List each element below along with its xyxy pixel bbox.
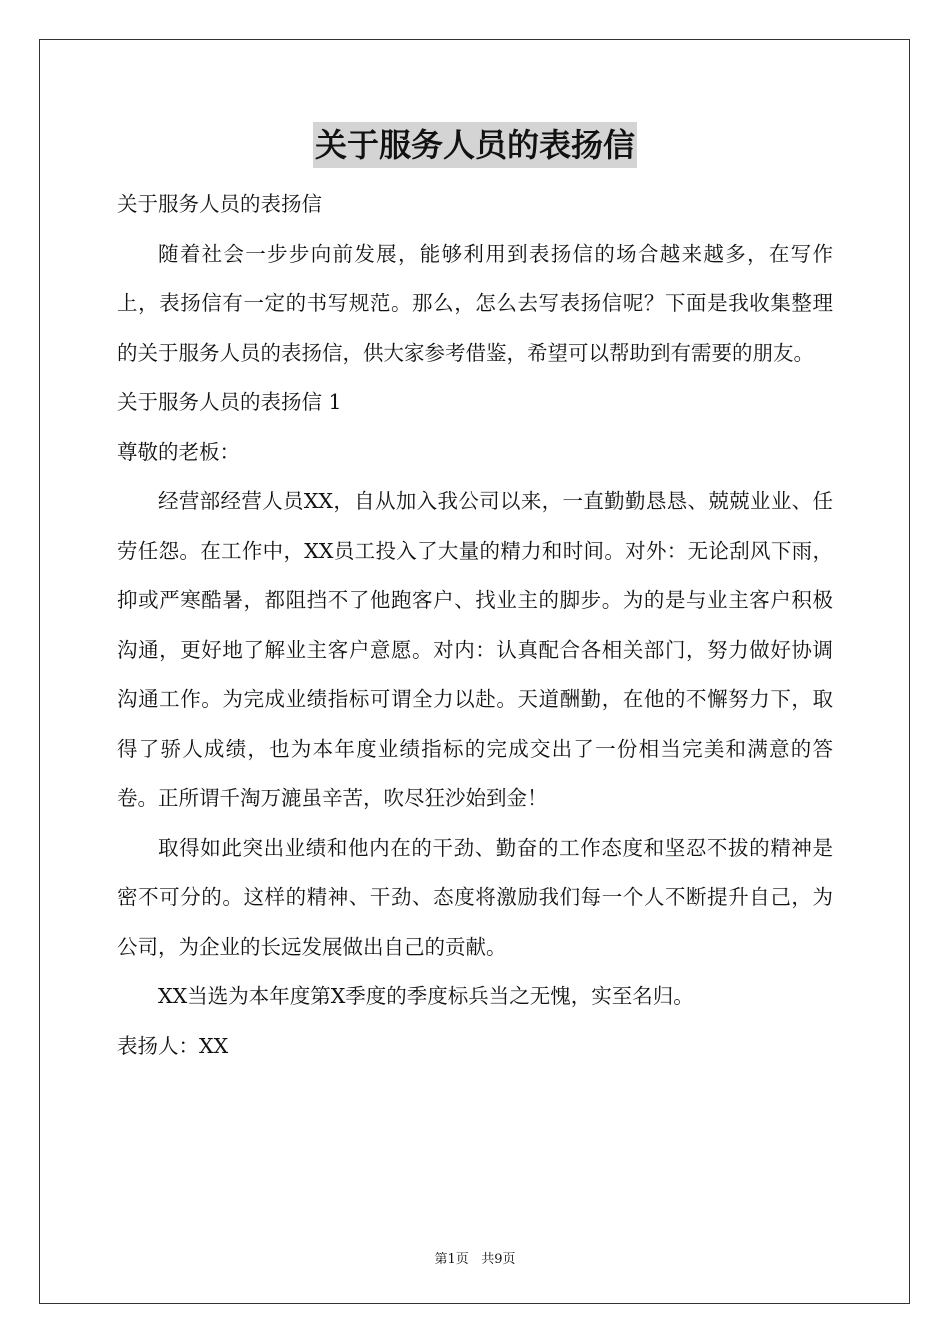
title-wrap (117, 122, 833, 172)
body-paragraph-1: 经营部经营人员XX，自从加入我公司以来，一直勤勤恳恳、兢兢业业、任劳任怨。在工作中，XX员工投入了大量的精力和时间。对外：无论刮风下雨，抑或严寒酷暑，都阻挡不了他跑客户、找业主的脚步。为的是与业主客户积极沟通，更好地了解业主客户意愿。对内：认真配合各相关部门，努力做好协调沟通工作。为完成业绩指标可谓全力以赴。天道酬勤，在他的不懈努力下，取得了骄人成绩，也为本年度业绩指标的完成交出了一份相当完美和满意的答卷。正所谓千淘万漉虽辛苦，吹尽狂沙始到金！ (117, 489, 833, 810)
document-subtitle: 关于服务人员的表扬信 (117, 192, 322, 216)
section-heading: 关于服务人员的表扬信 1 (117, 390, 342, 414)
salutation: 尊敬的老板： (117, 439, 240, 464)
document-body (117, 122, 833, 1071)
body-paragraph-3: XX当选为本年度第X季度的季度标兵当之无愧，实至名归。 (158, 984, 694, 1008)
page-total: 共9页 (481, 1252, 516, 1267)
body-paragraph-2: 取得如此突出业绩和他内在的干劲、勤奋的工作态度和坚忍不拔的精神是密不可分的。这样的精神、干劲、态度将激励我们每一个人不断提升自己，为公司，为企业的长远发展做出自己的贡献。 (117, 835, 833, 959)
signature: 表扬人：XX (117, 1033, 229, 1058)
document-title: 关于服务人员的表扬信 (313, 122, 637, 168)
intro-paragraph: 随着社会一步步向前发展，能够利用到表扬信的场合越来越多，在写作上，表扬信有一定的书写规范。那么，怎么去写表扬信呢？下面是我收集整理的关于服务人员的表扬信，供大家参考借鉴，希望可以帮助到有需要的朋友。 (117, 241, 833, 365)
page-footer (0, 1248, 950, 1267)
page-number: 第1页 (434, 1252, 469, 1267)
